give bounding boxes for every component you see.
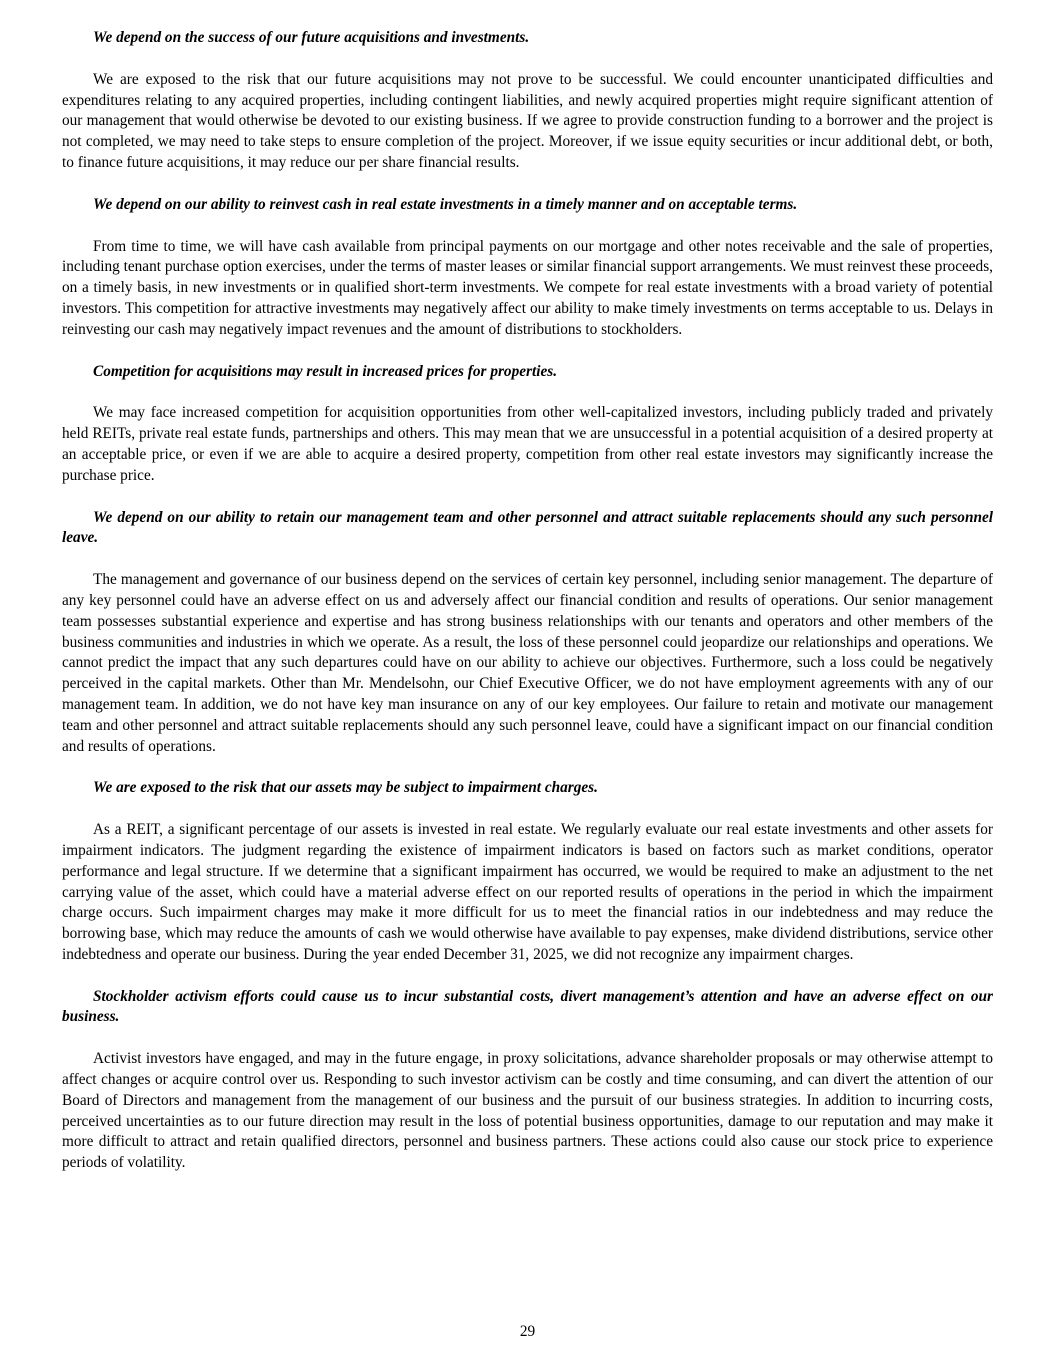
document-page (62, 28, 993, 1174)
section-heading-acquisitions: We depend on the success of our future acquisitions and investments. (93, 29, 530, 46)
section-heading-management-team: We depend on our ability to retain our management team and other personnel and attract suitable replacements should any such personnel leave. (62, 508, 993, 547)
section-body-competition: We may face increased competition for acquisition opportunities from other well-capitalized investors, including publicly traded and privately held REITs, private real estate funds, partnerships and others. This may mean that we are unsuccessful in a potential acquisition of a desired property at an acceptable price, or even if we are able to acquire a desired property, competition from other real estate investors may significantly increase the purchase price. (62, 404, 993, 484)
section-body-reinvest-cash: From time to time, we will have cash available from principal payments on our mortgage and other notes receivable and the sale of properties, including tenant purchase option exercises, under the terms of master leases or similar financial support arrangements. We must reinvest these proceeds, on a timely basis, in new investments or in qualified short-term investments. We compete for real estate investments with a broad variety of potential investors. This competition for attractive investments may negatively affect our ability to make timely investments on terms acceptable to us. Delays in reinvesting our cash may negatively impact revenues and the amount of distributions to stockholders. (62, 237, 993, 338)
section-body-acquisitions: We are exposed to the risk that our future acquisitions may not prove to be successful. We could encounter unanticipated difficulties and expenditures relating to any acquired properties, including contingent liabilities, and newly acquired properties might require significant attention of our management that would otherwise be devoted to our existing business. If we agree to provide construction funding to a borrower and the project is not completed, we may need to take steps to ensure completion of the project. Moreover, if we issue equity securities or incur additional debt, or both, to finance future acquisitions, it may reduce our per share financial results. (62, 70, 993, 171)
section-heading-activism: Stockholder activism efforts could cause us to incur substantial costs, divert management’s attention and have an adverse effect on our business. (62, 987, 993, 1026)
section-body-activism: Activist investors have engaged, and may in the future engage, in proxy solicitations, advance shareholder proposals or may otherwise attempt to affect changes or acquire control over us. Responding to such investor activism can be costly and time consuming, and can divert the attention of our Board of Directors and management from the management of our business and the pursuit of our business strategies. In addition to incurring costs, perceived uncertainties as to our future direction may result in the loss of potential business opportunities, damage to our reputation and may make it more difficult to attract and retain qualified directors, personnel and business partners. These actions could also cause our stock price to experience periods of volatility. (62, 1050, 993, 1172)
section-heading-impairment: We are exposed to the risk that our assets may be subject to impairment charges. (93, 779, 598, 797)
section-body-management-team: The management and governance of our business depend on the services of certain key personnel, including senior management. The departure of any key personnel could have an adverse effect on us and adversely affect our financial condition and results of operations. Our senior management team possesses substantial experience and expertise and has strong business relationships with our tenants and operators and other members of the business communities and industries in which we operate. As a result, the loss of these personnel could jeopardize our relationships and operations. We cannot predict the impact that any such departures could have on our ability to achieve our objectives. Furthermore, such a loss could be negatively perceived in the capital markets. Other than Mr. Mendelsohn, our Chief Executive Officer, we do not have employment agreements with any of our management team. In addition, we do not have key man insurance on any of our key employees. Our failure to retain and motivate our management team and other personnel and attract suitable replacements should any such personnel leave, could have a significant impact on our financial condition and results of operations. (62, 571, 993, 755)
section-heading-reinvest-cash: We depend on our ability to reinvest cash in real estate investments in a timely manner and on acceptable terms. (93, 195, 798, 213)
section-heading-competition: Competition for acquisitions may result in increased prices for properties. (93, 362, 558, 380)
section-body-impairment: As a REIT, a significant percentage of our assets is invested in real estate. We regularly evaluate our real estate investments and other assets for impairment indicators. The judgment regarding the existence of impairment indicators is based on factors such as market conditions, operator performance and legal structure. If we determine that a significant impairment has occurred, we would be required to make an adjustment to the net carrying value of the asset, which could have a material adverse effect on our reported results of operations in the period in which the impairment charge occurs. Such impairment charges may make it more difficult for us to meet the financial ratios in our indebtedness and may reduce the borrowing base, which may reduce the amounts of cash we would otherwise have available to pay expenses, make dividend distributions, service other indebtedness and operate our business. During the year ended December 31, 2025, we did not recognize any impairment charges. (62, 821, 993, 963)
page-number: 29 (519, 1323, 536, 1340)
